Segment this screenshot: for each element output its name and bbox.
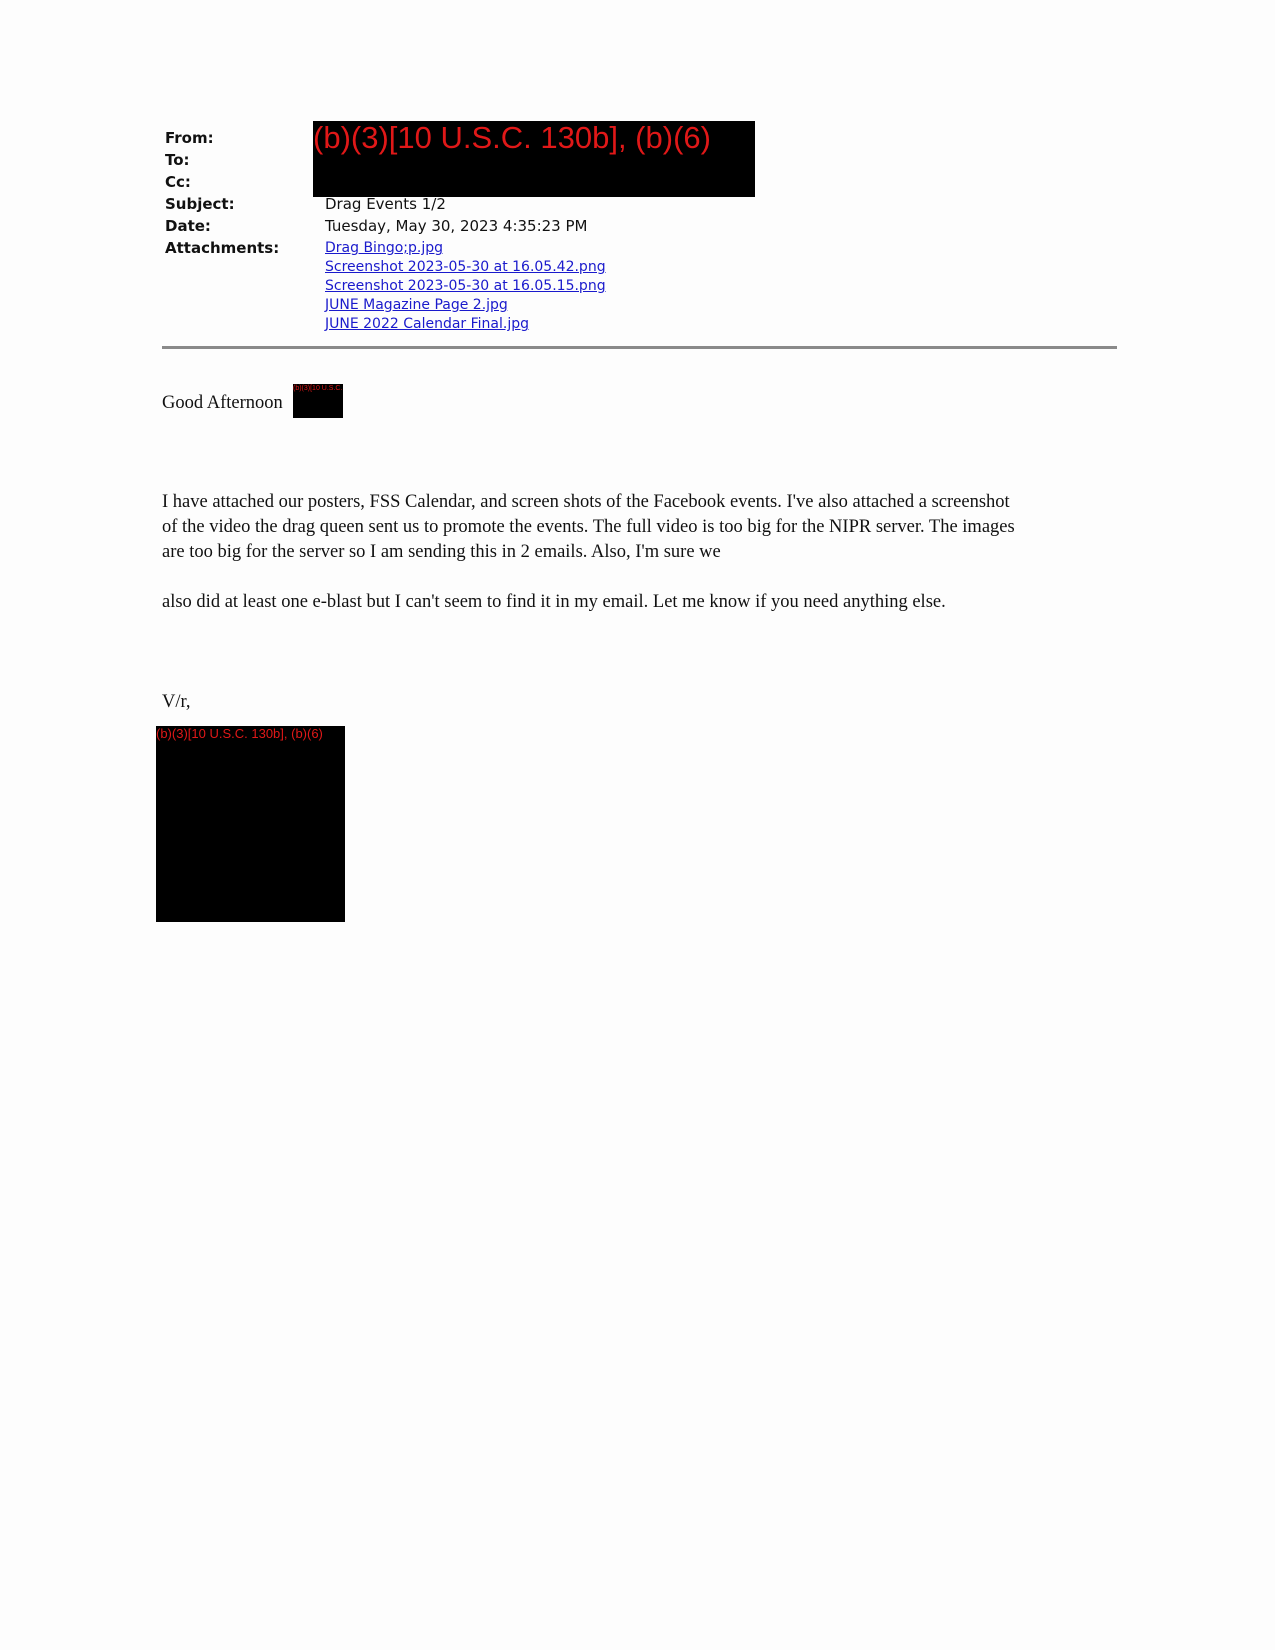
- greeting-redaction-block: [293, 384, 343, 418]
- subject-value: Drag Events 1/2: [325, 195, 446, 213]
- header-divider: [162, 346, 1117, 349]
- date-label: Date:: [165, 217, 211, 235]
- signature-redaction-code: (b)(3)[10 U.S.C. 130b], (b)(6): [156, 726, 323, 741]
- cc-label: Cc:: [165, 173, 191, 191]
- paragraph-line: I have attached our posters, FSS Calendar, and screen shots of the Facebook events. I've also attached a screenshot: [162, 492, 1010, 512]
- attachment-link[interactable]: Drag Bingo;p.jpg: [325, 240, 443, 256]
- greeting-redaction-code: (b)(3)[10 U.S.C.: [293, 385, 343, 392]
- date-value: Tuesday, May 30, 2023 4:35:23 PM: [325, 217, 588, 235]
- to-label: To:: [165, 151, 190, 169]
- subject-label: Subject:: [165, 195, 235, 213]
- header-redaction-block: [313, 121, 755, 197]
- attachment-link[interactable]: JUNE 2022 Calendar Final.jpg: [325, 316, 530, 332]
- paragraph-line: are too big for the server so I am sending this in 2 emails. Also, I'm sure we: [162, 542, 721, 562]
- from-label: From:: [165, 129, 214, 147]
- attachment-link[interactable]: Screenshot 2023-05-30 at 16.05.42.png: [325, 259, 606, 275]
- greeting-text: Good Afternoon: [162, 393, 283, 413]
- body-paragraph-2: also did at least one e-blast but I can't seem to find it in my email. Let me know if you need anything else.: [162, 592, 946, 612]
- attachment-link[interactable]: JUNE Magazine Page 2.jpg: [325, 297, 508, 313]
- paragraph-line: of the video the drag queen sent us to promote the events. The full video is too big for the NIPR server. The images: [162, 517, 1015, 537]
- attachments-label: Attachments:: [165, 239, 280, 257]
- attachment-link[interactable]: Screenshot 2023-05-30 at 16.05.15.png: [325, 278, 606, 294]
- header-redaction-code: (b)(3)[10 U.S.C. 130b], (b)(6): [313, 121, 711, 155]
- signature-redaction-block: [156, 726, 345, 922]
- closing-text: V/r,: [162, 692, 191, 712]
